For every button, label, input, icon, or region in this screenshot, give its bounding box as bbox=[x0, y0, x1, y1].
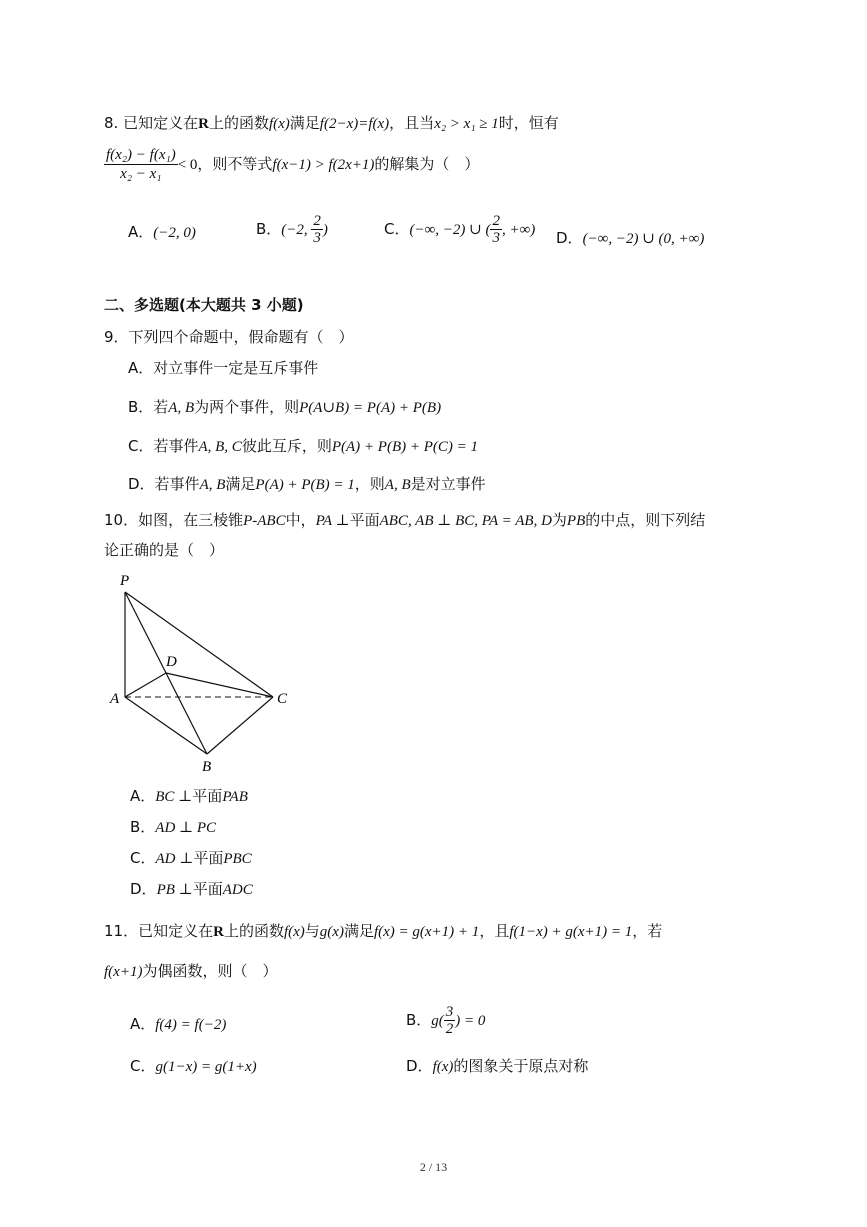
label-D: D bbox=[166, 654, 177, 670]
edge-BC bbox=[207, 697, 273, 754]
q8-text: 的解集为（ ） bbox=[374, 155, 480, 173]
edge-AB bbox=[125, 697, 207, 754]
q8-option-a[interactable]: A．(−2, 0) bbox=[128, 223, 196, 241]
q8-stem-line1 bbox=[104, 113, 559, 134]
q10-option-c[interactable]: C．AD ⊥平面PBC bbox=[130, 849, 252, 867]
q9-stem: 9．下列四个命题中，假命题有（ ） bbox=[104, 328, 354, 346]
edge-AD bbox=[125, 673, 166, 697]
q8-fraction: $\frac{\text{f(x₂) − f(x₁)}}{\text{x₂ − x₁}}$ bbox=[106, 147, 176, 182]
real-set-R: R bbox=[198, 116, 209, 132]
q8-option-d[interactable]: D．(−∞, −2) ∪ (0, +∞) bbox=[556, 229, 705, 247]
q8-math-fx: f(x) bbox=[268, 116, 290, 132]
page-number: 2 / 13 bbox=[419, 1160, 448, 1174]
q8-text: 上的函数 bbox=[208, 114, 269, 132]
q8-text: 满足 bbox=[289, 114, 320, 132]
q8-math-ineq: f(x−1) > f(2x+1) bbox=[272, 157, 375, 173]
q9-option-c[interactable]: C．若事件A, B, C彼此互斥，则P(A) + P(B) + P(C) = 1 bbox=[128, 437, 478, 455]
q11-option-d[interactable]: D．f(x)的图象关于原点对称 bbox=[406, 1057, 589, 1075]
q10-option-b[interactable]: B．AD ⊥ PC bbox=[130, 818, 217, 836]
q8-math-cond1: f(2−x)=f(x) bbox=[319, 116, 390, 132]
q8-text: 时，恒有 bbox=[498, 114, 559, 132]
q8-stem-line2 bbox=[104, 146, 479, 183]
q10-stem-line1: 10．如图，在三棱锥P-ABC中，PA ⊥平面ABC, AB ⊥ BC, PA = AB, D为PB的中点，则下列结 bbox=[104, 511, 706, 529]
q11-option-a[interactable]: A．f(4) = f(−2) bbox=[130, 1015, 227, 1033]
q8-math-cond2: x₂ > x₁ ≥ 1 bbox=[434, 116, 499, 132]
section-heading: 二、多选题(本大题共 3 小题) bbox=[104, 296, 304, 314]
q10-stem-line2: 论正确的是（ ） bbox=[104, 541, 225, 559]
tetrahedron-figure bbox=[100, 568, 300, 778]
q8-option-c[interactable]: C．(−∞, −2) ∪ ( $\frac{2}{3}$ , +∞) bbox=[384, 213, 536, 246]
q10-option-d[interactable]: D．PB ⊥平面ADC bbox=[130, 880, 253, 898]
q11-stem-line2: f(x+1)为偶函数，则（ ） bbox=[104, 962, 278, 980]
q8-option-b[interactable]: B．(−2, $\frac{2}{3}$ ) bbox=[256, 213, 328, 246]
q9-option-a[interactable]: A．对立事件一定是互斥事件 bbox=[128, 359, 319, 377]
q8-text: ，则不等式 bbox=[197, 155, 273, 173]
edge-PC bbox=[125, 592, 273, 697]
q8-lt-zero: < 0 bbox=[177, 157, 198, 173]
q8-text: 8. 已知定义在 bbox=[104, 114, 199, 132]
label-P: P bbox=[120, 573, 130, 589]
q11-option-c[interactable]: C．g(1−x) = g(1+x) bbox=[130, 1057, 257, 1075]
q11-option-b[interactable]: B．g( $\frac{3}{2}$ ) = 0 bbox=[406, 1004, 486, 1037]
q9-option-d[interactable]: D．若事件A, B满足P(A) + P(B) = 1，则A, B是对立事件 bbox=[128, 475, 486, 493]
q9-option-b[interactable]: B．若A, B为两个事件，则P(A∪B) = P(A) + P(B) bbox=[128, 398, 442, 416]
q11-stem-line1: 11．已知定义在R上的函数f(x)与g(x)满足f(x) = g(x+1) + 1，且f(1−x) + g(x+1) = 1，若 bbox=[104, 922, 663, 940]
q8-text: ，且当 bbox=[389, 114, 435, 132]
q10-option-a[interactable]: A．BC ⊥平面PAB bbox=[130, 787, 248, 805]
label-A: A bbox=[110, 691, 120, 707]
label-B: B bbox=[202, 759, 212, 775]
label-C: C bbox=[277, 691, 288, 707]
